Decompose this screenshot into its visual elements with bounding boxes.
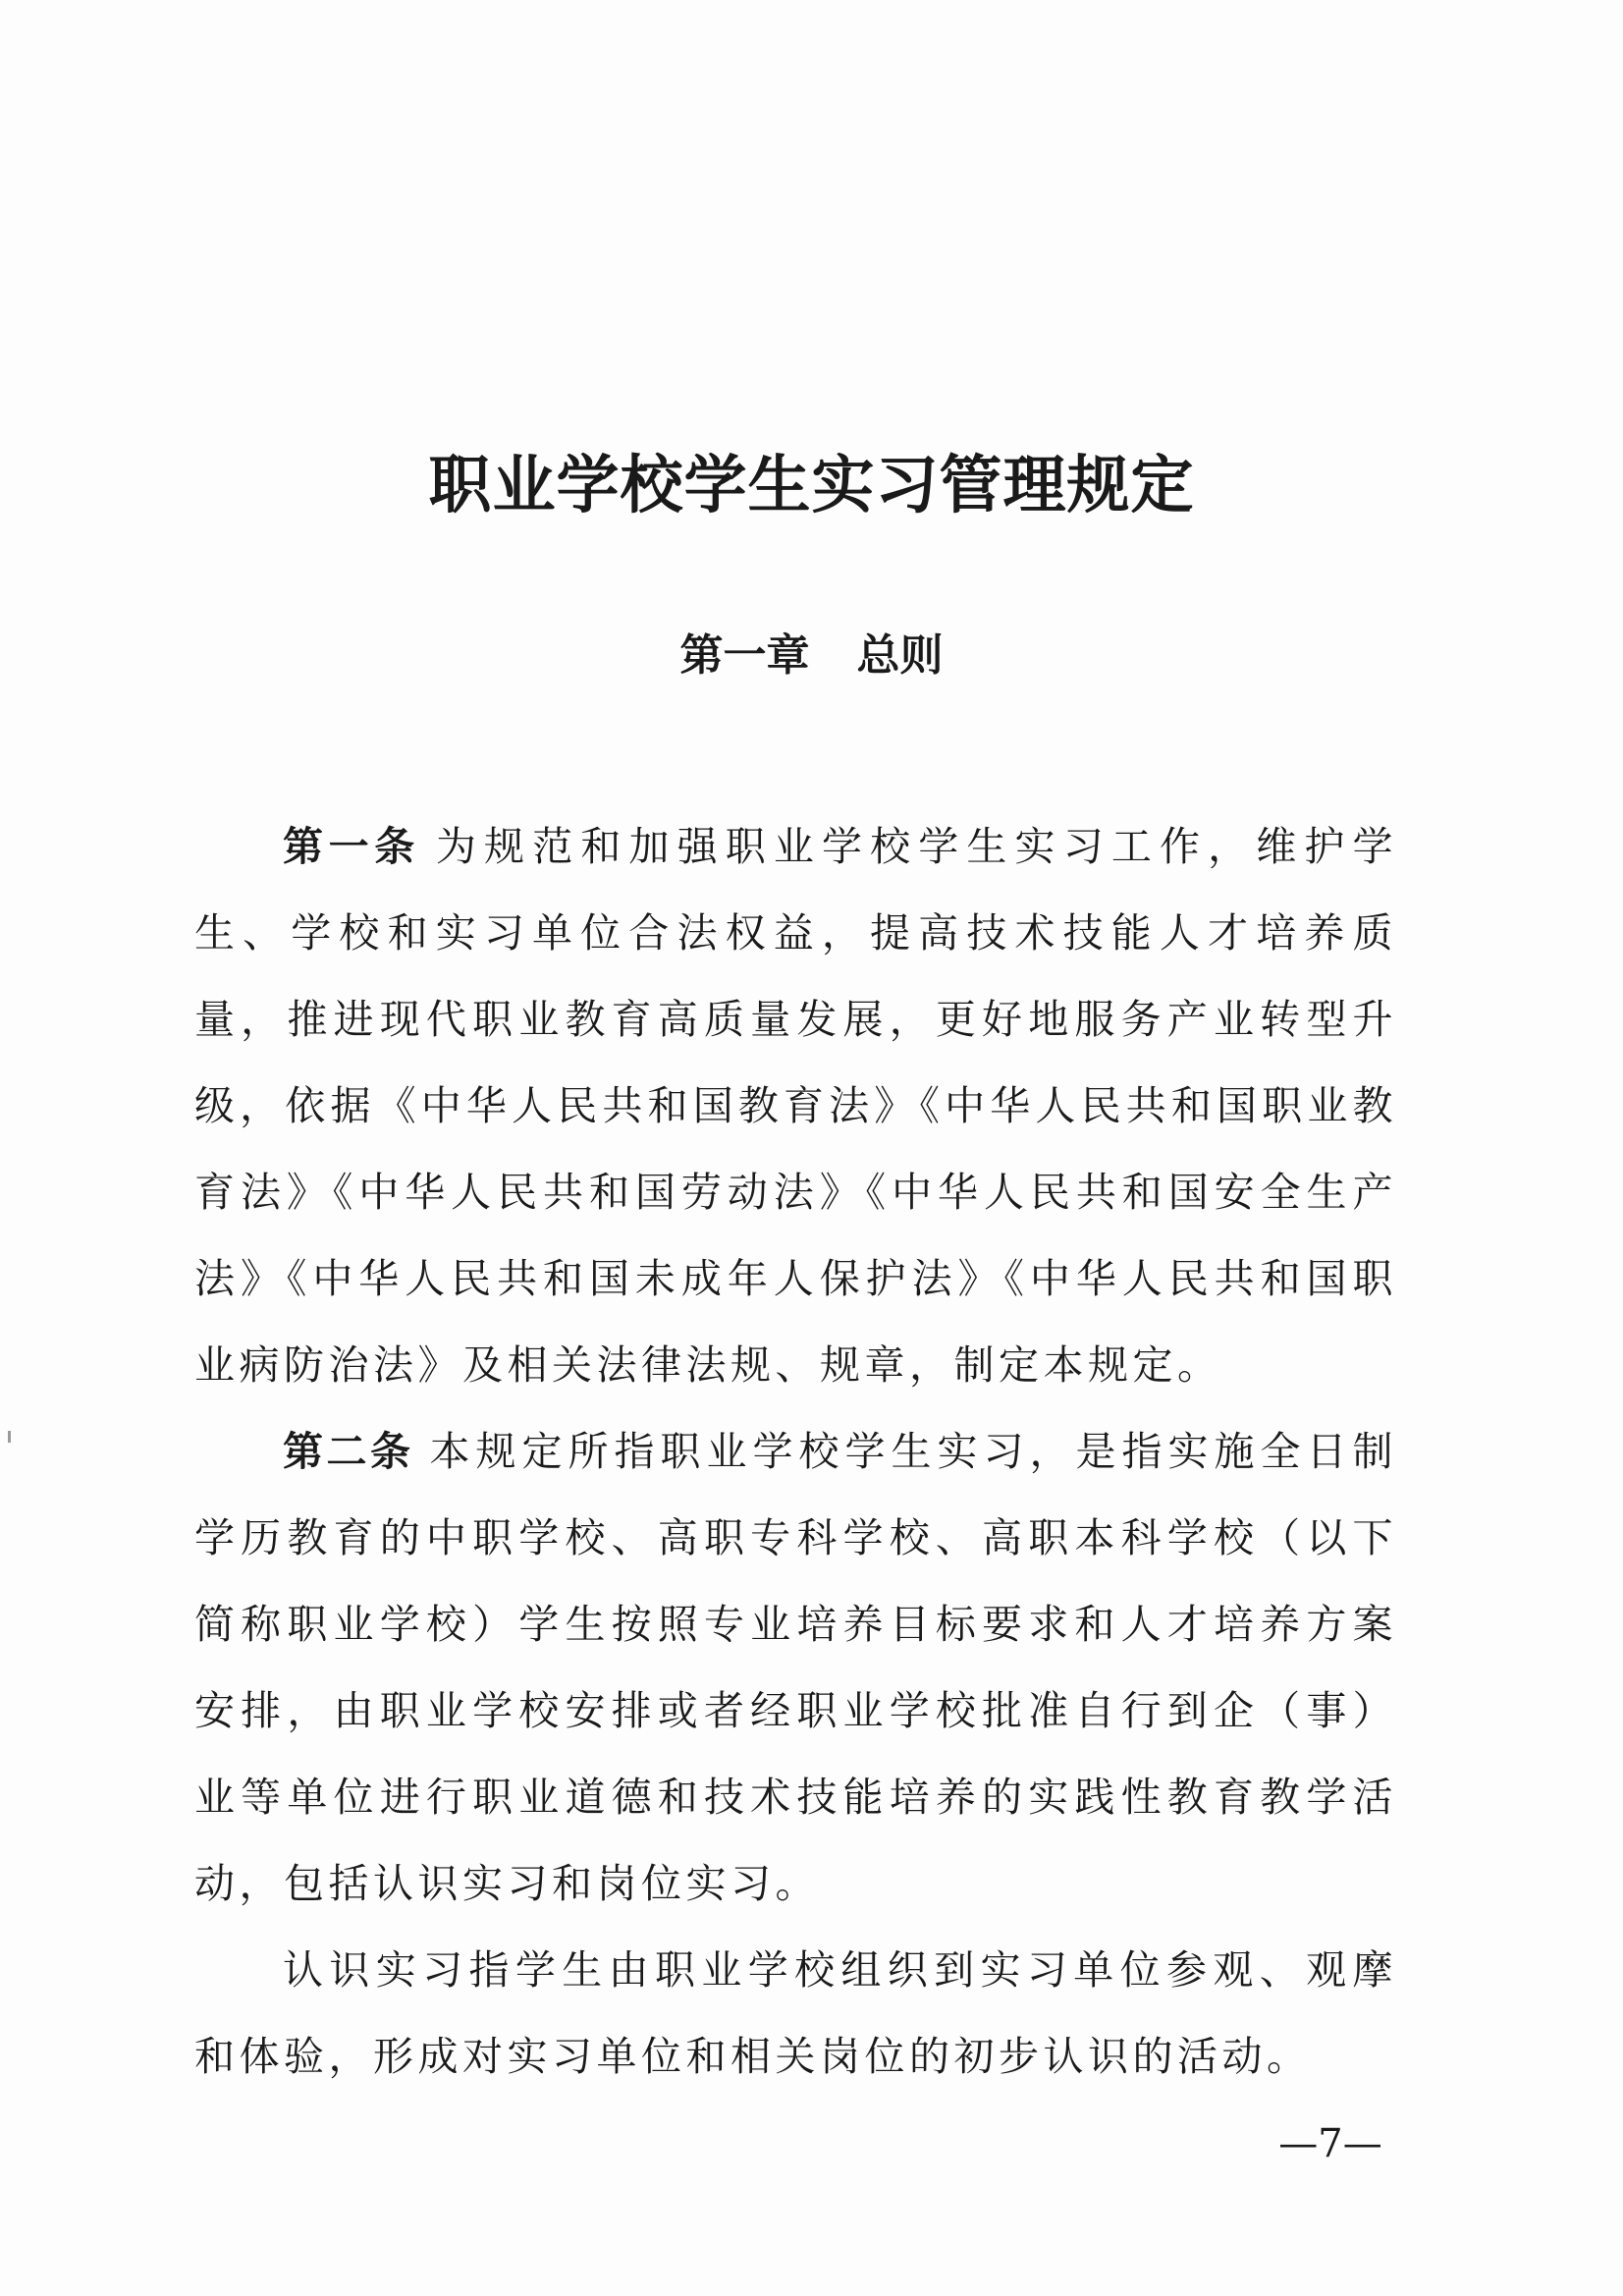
article-label: 第一条 — [283, 823, 420, 870]
body-paragraph — [194, 1927, 1397, 2100]
article-text: 为规范和加强职业学校学生实习工作，维护学生、学校和实习单位合法权益，提高技术技能人才培养质量，推进现代职业教育高质量发展，更好地服务产业转型升级，依据《中华人民共和国教育法》《中华人民共和国职业教育法》《中华人民共和国劳动法》《中华人民共和国安全生产法》《中华人民共和国未成年人保护法》《中华人民共和国职业病防治法》及相关法律法规、规章，制定本规定。 — [194, 823, 1398, 1389]
article-label: 第二条 — [283, 1428, 414, 1475]
scan-artifact — [8, 1431, 11, 1443]
chapter-heading — [0, 627, 1623, 685]
paragraph-text: 认识实习指学生由职业学校组织到实习单位参观、观摩和体验，形成对实习单位和相关岗位的初步认识的活动。 — [194, 1946, 1397, 2080]
article-text: 本规定所指职业学校学生实习，是指实施全日制学历教育的中职学校、高职专科学校、高职本科学校（以下简称职业学校）学生按照专业培养目标要求和人才培养方案安排，由职业学校安排或者经职业学校批准自行到企（事）业等单位进行职业道德和技术技能培养的实践性教育教学活动，包括认识实习和岗位实习。 — [194, 1428, 1397, 1907]
page-number: —7— — [1278, 2121, 1382, 2166]
document-title: 职业学校学生实习管理规定 — [428, 449, 1195, 522]
article-paragraph — [194, 803, 1397, 1408]
chapter-number: 第一章 — [679, 630, 810, 681]
chapter-name: 总则 — [856, 630, 944, 681]
document-body — [194, 803, 1397, 2100]
article-paragraph — [194, 1408, 1397, 1927]
